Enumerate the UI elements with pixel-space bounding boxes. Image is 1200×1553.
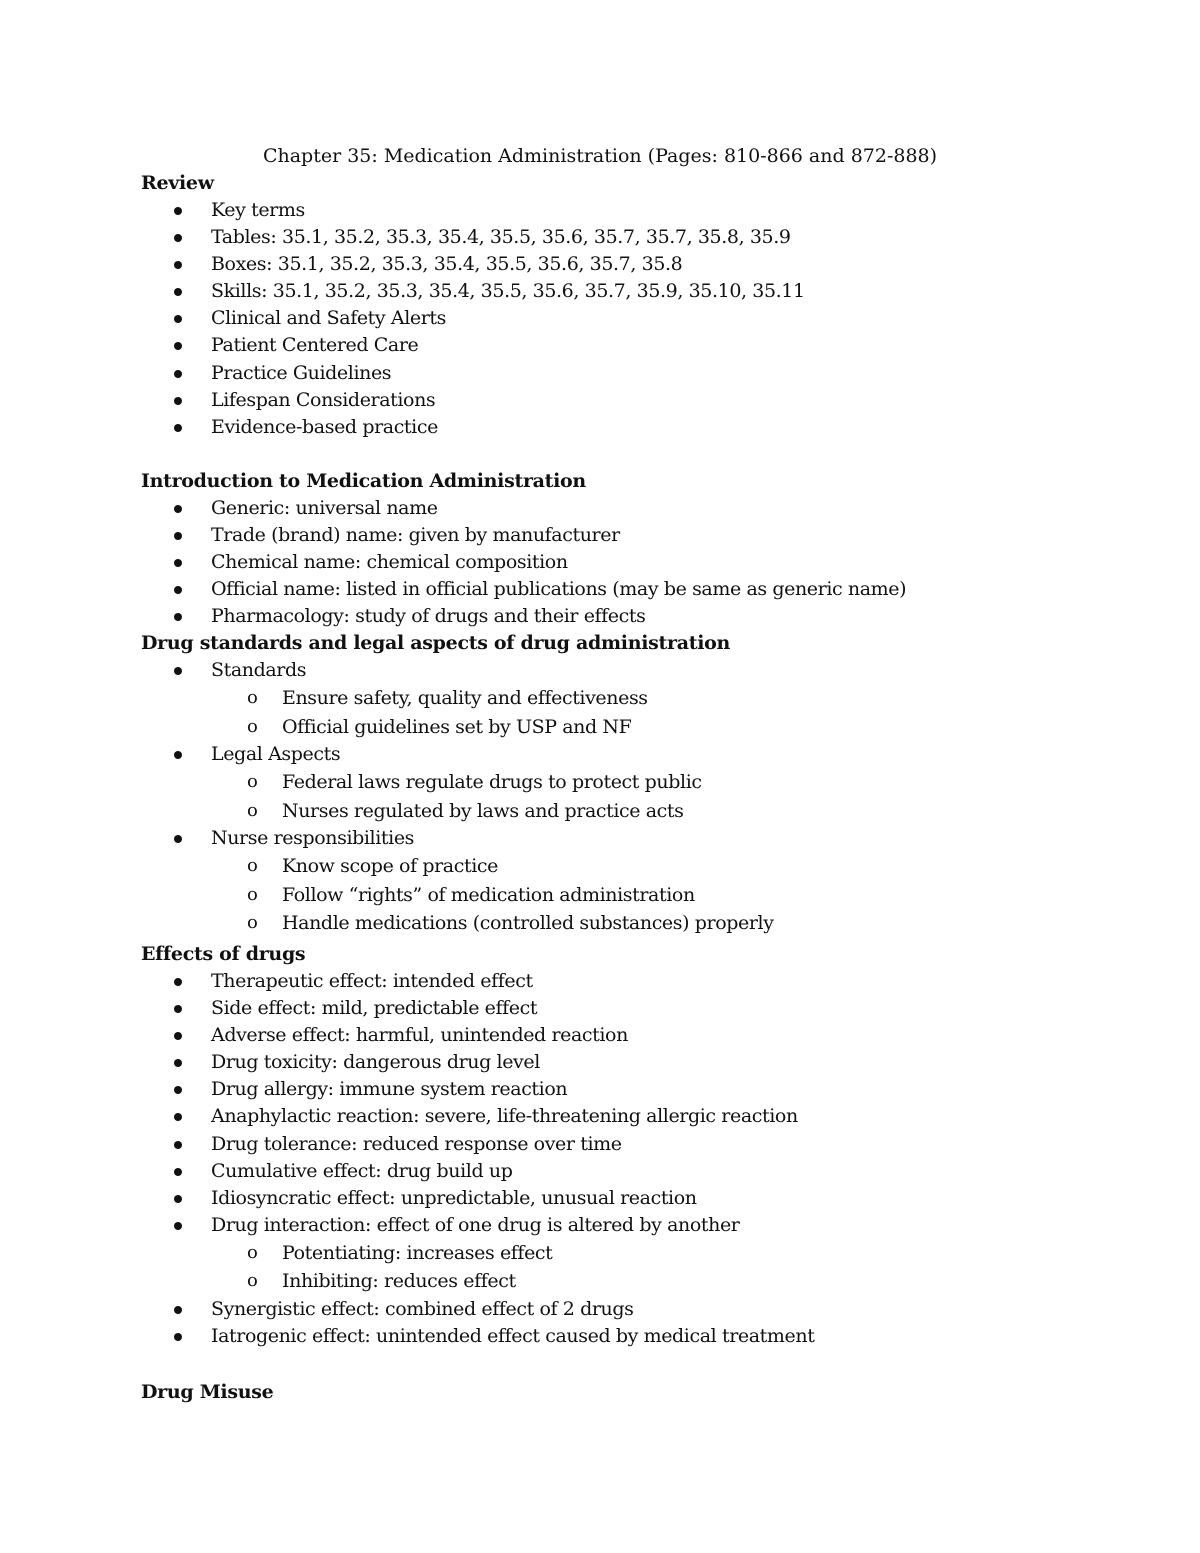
- list-item: Drug interaction: effect of one drug is altered by another o Potentiating: increases effect o Inhibiting: reduces effect: [141, 1212, 1141, 1296]
- section-effects: [141, 941, 1141, 1350]
- list-item: Idiosyncratic effect: unpredictable, unusual reaction: [141, 1185, 1141, 1212]
- bullet-icon: [174, 261, 182, 269]
- bullet-icon: [174, 1005, 182, 1013]
- sub-list-item: o Handle medications (controlled substances) properly: [211, 909, 1141, 938]
- bullet-icon: [174, 751, 182, 759]
- list-item: Practice Guidelines: [141, 360, 1141, 387]
- bullet-icon: [174, 315, 182, 323]
- bullet-icon: [174, 1086, 182, 1094]
- list-item: Official name: listed in official publications (may be same as generic name): [141, 576, 1141, 603]
- list-item: Evidence-based practice: [141, 414, 1141, 441]
- bullet-icon: [174, 288, 182, 296]
- list-item: Anaphylactic reaction: severe, life-threatening allergic reaction: [141, 1103, 1141, 1130]
- list-item: Clinical and Safety Alerts: [141, 305, 1141, 332]
- section-heading-misuse: Drug Misuse: [141, 1381, 274, 1403]
- bullet-icon: [174, 424, 182, 432]
- bullet-icon: [174, 1222, 182, 1230]
- sub-bullet-icon: o: [247, 912, 258, 934]
- list-item: Pharmacology: study of drugs and their effects: [141, 603, 1141, 630]
- list-item: Drug tolerance: reduced response over time: [141, 1131, 1141, 1158]
- sub-bullet-icon: o: [247, 855, 258, 877]
- bullet-icon: [174, 613, 182, 621]
- list-item: Standards o Ensure safety, quality and effectiveness o Official guidelines set by USP and NF: [141, 657, 1141, 741]
- sub-list: [211, 768, 1141, 825]
- sub-bullet-icon: o: [247, 1241, 258, 1263]
- list-item: Therapeutic effect: intended effect: [141, 968, 1141, 995]
- sub-bullet-icon: o: [247, 883, 258, 905]
- bullet-icon: [174, 1059, 182, 1067]
- list-item: Lifespan Considerations: [141, 387, 1141, 414]
- sub-list: [211, 852, 1141, 938]
- review-list: [141, 197, 1141, 441]
- sub-list-item: o Official guidelines set by USP and NF: [211, 713, 1141, 742]
- bullet-icon: [174, 1195, 182, 1203]
- section-misuse: [141, 1379, 1141, 1406]
- sub-list-item: o Inhibiting: reduces effect: [211, 1267, 1141, 1296]
- sub-list-item: o Know scope of practice: [211, 852, 1141, 881]
- bullet-icon: [174, 234, 182, 242]
- bullet-icon: [174, 207, 182, 215]
- section-standards: [141, 630, 1141, 938]
- bullet-icon: [174, 397, 182, 405]
- sub-bullet-icon: o: [247, 715, 258, 737]
- sub-list: [211, 1239, 1141, 1296]
- list-item: Generic: universal name: [141, 495, 1141, 522]
- section-heading-review: Review: [141, 172, 214, 194]
- section-heading-standards: Drug standards and legal aspects of drug administration: [141, 632, 730, 654]
- list-item: Adverse effect: harmful, unintended reaction: [141, 1022, 1141, 1049]
- bullet-icon: [174, 1333, 182, 1341]
- list-item: Tables: 35.1, 35.2, 35.3, 35.4, 35.5, 35.6, 35.7, 35.7, 35.8, 35.9: [141, 224, 1141, 251]
- intro-list: [141, 495, 1141, 630]
- standards-list: [141, 657, 1141, 938]
- bullet-icon: [174, 505, 182, 513]
- list-item: Side effect: mild, predictable effect: [141, 995, 1141, 1022]
- sub-list-item: o Nurses regulated by laws and practice acts: [211, 797, 1141, 826]
- list-item: Boxes: 35.1, 35.2, 35.3, 35.4, 35.5, 35.6, 35.7, 35.8: [141, 251, 1141, 278]
- list-item: Patient Centered Care: [141, 332, 1141, 359]
- list-item: Nurse responsibilities o Know scope of practice o Follow “rights” of medication administration o Handle medications (controlled substances) properly: [141, 825, 1141, 938]
- bullet-icon: [174, 1141, 182, 1149]
- section-heading-effects: Effects of drugs: [141, 943, 306, 965]
- section-intro: [141, 468, 1141, 630]
- sub-list-item: o Ensure safety, quality and effectiveness: [211, 684, 1141, 713]
- list-item: Key terms: [141, 197, 1141, 224]
- bullet-icon: [174, 370, 182, 378]
- list-item: Drug toxicity: dangerous drug level: [141, 1049, 1141, 1076]
- bullet-icon: [174, 586, 182, 594]
- section-review: [141, 170, 1141, 441]
- list-item: Drug allergy: immune system reaction: [141, 1076, 1141, 1103]
- list-item: Synergistic effect: combined effect of 2 drugs: [141, 1296, 1141, 1323]
- list-item: Legal Aspects o Federal laws regulate drugs to protect public o Nurses regulated by laws and practice acts: [141, 741, 1141, 825]
- bullet-icon: [174, 559, 182, 567]
- bullet-icon: [174, 532, 182, 540]
- bullet-icon: [174, 978, 182, 986]
- list-item: Skills: 35.1, 35.2, 35.3, 35.4, 35.5, 35.6, 35.7, 35.9, 35.10, 35.11: [141, 278, 1141, 305]
- sub-list-item: o Follow “rights” of medication administration: [211, 881, 1141, 910]
- sub-list-item: o Federal laws regulate drugs to protect public: [211, 768, 1141, 797]
- sub-list-item: o Potentiating: increases effect: [211, 1239, 1141, 1268]
- bullet-icon: [174, 1168, 182, 1176]
- document-title: Chapter 35: Medication Administration (Pages: 810-866 and 872-888): [262, 145, 938, 167]
- sub-bullet-icon: o: [247, 1270, 258, 1292]
- bullet-icon: [174, 667, 182, 675]
- sub-bullet-icon: o: [247, 687, 258, 709]
- bullet-icon: [174, 1032, 182, 1040]
- bullet-icon: [174, 342, 182, 350]
- sub-list: [211, 684, 1141, 741]
- list-item: Chemical name: chemical composition: [141, 549, 1141, 576]
- list-item: Cumulative effect: drug build up: [141, 1158, 1141, 1185]
- effects-list: [141, 968, 1141, 1350]
- section-heading-intro: Introduction to Medication Administration: [141, 470, 586, 492]
- bullet-icon: [174, 1113, 182, 1121]
- list-item: Trade (brand) name: given by manufacturer: [141, 522, 1141, 549]
- list-item: Iatrogenic effect: unintended effect caused by medical treatment: [141, 1323, 1141, 1350]
- sub-bullet-icon: o: [247, 771, 258, 793]
- bullet-icon: [174, 835, 182, 843]
- bullet-icon: [174, 1306, 182, 1314]
- sub-bullet-icon: o: [247, 799, 258, 821]
